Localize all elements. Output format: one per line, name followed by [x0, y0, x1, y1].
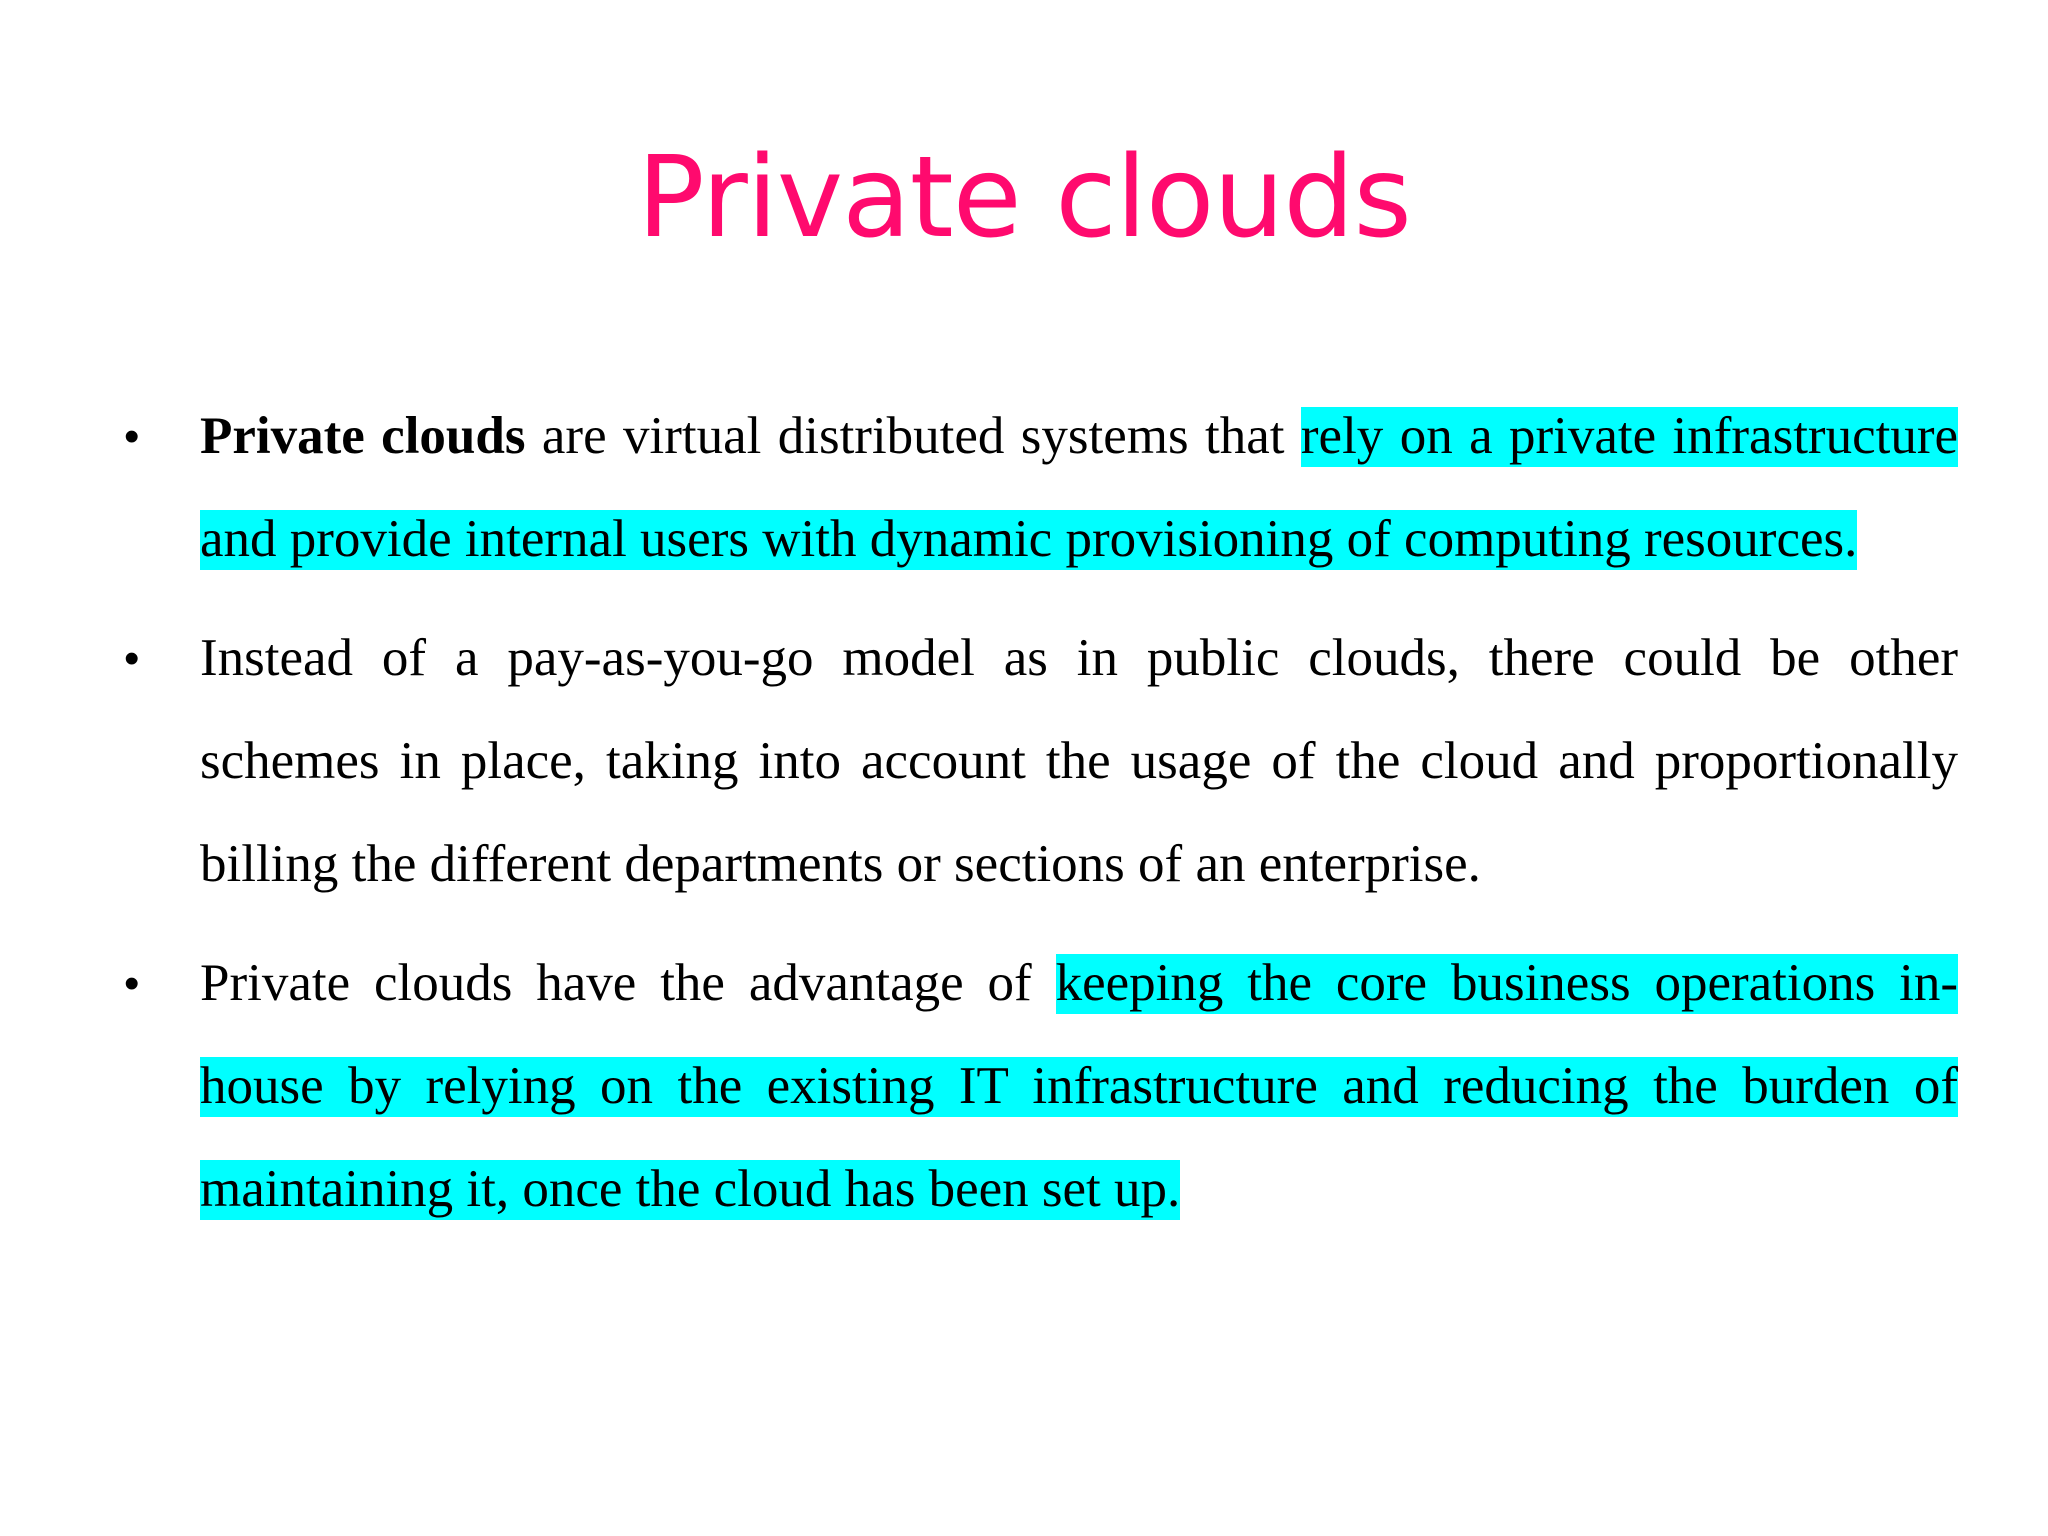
bullet-text: Instead of a pay-as-you-go model as in public clouds, there could be other schemes in place, taking into account the usage of the cloud and proportionally billing the different departments or sections of an enterprise. [200, 629, 1958, 893]
bullet-text: are virtual distributed systems that [525, 407, 1301, 465]
bullet-item-private-clouds-definition [118, 385, 1958, 591]
highlighted-text: keeping the core business operations in-house by relying on the existing IT infrastructure and reducing the burden of maintaining it, once the cloud has been set up. [200, 954, 1958, 1218]
bullet-dot-icon: • [124, 412, 140, 461]
bullet-text: Private clouds have the advantage of [200, 954, 1056, 1012]
bold-term: Private clouds [200, 407, 526, 465]
bullet-item-billing-schemes [118, 607, 1958, 916]
bullet-item-advantages [118, 932, 1958, 1241]
highlighted-text: rely on a private infrastructure and provide internal users with dynamic provisioning of computing resources. [200, 407, 1958, 568]
bullet-dot-icon: • [124, 959, 140, 1008]
bullet-list [118, 385, 1958, 1257]
slide-title: Private clouds [637, 133, 1411, 263]
bullet-dot-icon: • [124, 634, 140, 683]
